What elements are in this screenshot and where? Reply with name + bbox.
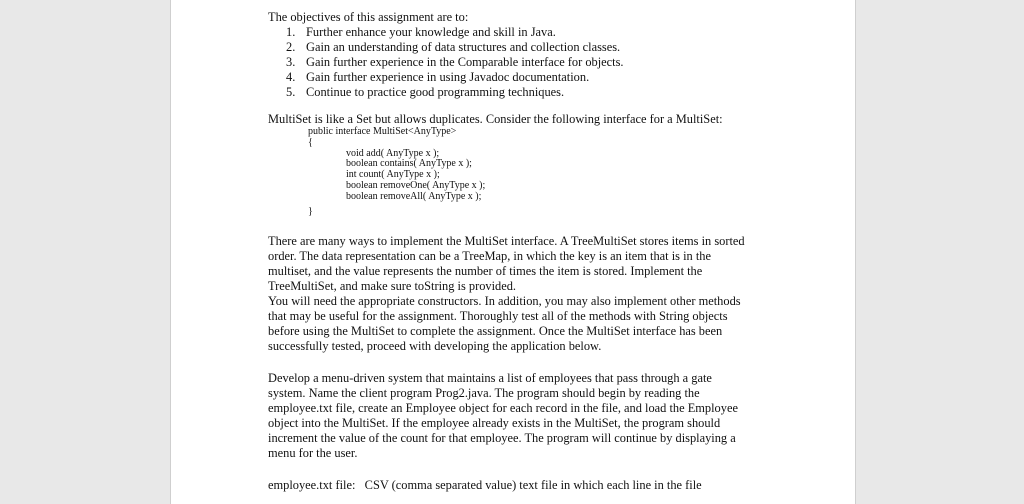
list-item-number: 1. <box>286 25 296 39</box>
text-line: employee.txt file, create an Employee object for each record in the file, and load the Employee <box>268 401 738 416</box>
text-line: menu for the user. <box>268 446 358 461</box>
implementation-paragraph <box>268 234 828 354</box>
list-item <box>268 40 828 55</box>
list-item-number: 2. <box>286 40 296 54</box>
list-item-text: Gain further experience in using Javadoc documentation. <box>306 70 590 84</box>
document-page <box>170 0 856 504</box>
document-content <box>268 10 828 493</box>
list-item-number: 4. <box>286 70 296 84</box>
employee-file-line: employee.txt file: CSV (comma separated value) text file in which each line in the file <box>268 478 702 493</box>
multiset-intro: MultiSet is like a Set but allows duplicates. Consider the following interface for a MultiSet: <box>268 112 723 126</box>
list-item-text: Continue to practice good programming techniques. <box>306 85 565 99</box>
list-item-text: Gain an understanding of data structures and collection classes. <box>306 40 621 54</box>
code-method: boolean removeAll( AnyType x ); <box>346 190 482 202</box>
text-line: system. Name the client program Prog2.java. The program should begin by reading the <box>268 386 700 401</box>
list-item <box>268 25 828 40</box>
code-method: void add( AnyType x ); <box>346 147 440 159</box>
list-item-number: 5. <box>286 85 296 99</box>
text-line: successfully tested, proceed with developing the application below. <box>268 339 602 354</box>
list-item <box>268 85 828 100</box>
code-header: public interface MultiSet<AnyType> <box>308 126 457 137</box>
code-method: boolean removeOne( AnyType x ); <box>346 179 486 191</box>
code-method: int count( AnyType x ); <box>346 169 440 181</box>
interface-code-block <box>268 127 828 217</box>
code-method: boolean contains( AnyType x ); <box>346 158 472 170</box>
code-close-brace: } <box>308 205 313 217</box>
text-line: order. The data representation can be a TreeMap, in which the key is an item that is in the <box>268 249 711 264</box>
list-item <box>268 55 828 70</box>
text-line: There are many ways to implement the MultiSet interface. A TreeMultiSet stores items in sorted <box>268 234 745 249</box>
text-line: Develop a menu-driven system that maintains a list of employees that pass through a gate <box>268 371 712 386</box>
list-item-number: 3. <box>286 55 296 69</box>
text-line: increment the value of the count for that employee. The program will continue by displaying a <box>268 431 736 446</box>
text-line: TreeMultiSet, and make sure toString is provided. <box>268 279 517 294</box>
code-open-brace: { <box>308 136 313 148</box>
text-line: that may be useful for the assignment. Thoroughly test all of the methods with String objects <box>268 309 728 324</box>
objectives-intro: The objectives of this assignment are to: <box>268 10 469 24</box>
objectives-list <box>268 25 828 100</box>
list-item-text: Gain further experience in the Comparable interface for objects. <box>306 55 624 69</box>
list-item-text: Further enhance your knowledge and skill in Java. <box>306 25 556 39</box>
text-line: multiset, and the value represents the number of times the item is stored. Implement the <box>268 264 703 279</box>
text-line: You will need the appropriate constructors. In addition, you may also implement other methods <box>268 294 741 309</box>
text-line: object into the MultiSet. If the employee already exists in the MultiSet, the program should <box>268 416 721 431</box>
menu-system-paragraph <box>268 371 828 461</box>
list-item <box>268 70 828 85</box>
text-line: before using the MultiSet to complete the assignment. Once the MultiSet interface has been <box>268 324 723 339</box>
